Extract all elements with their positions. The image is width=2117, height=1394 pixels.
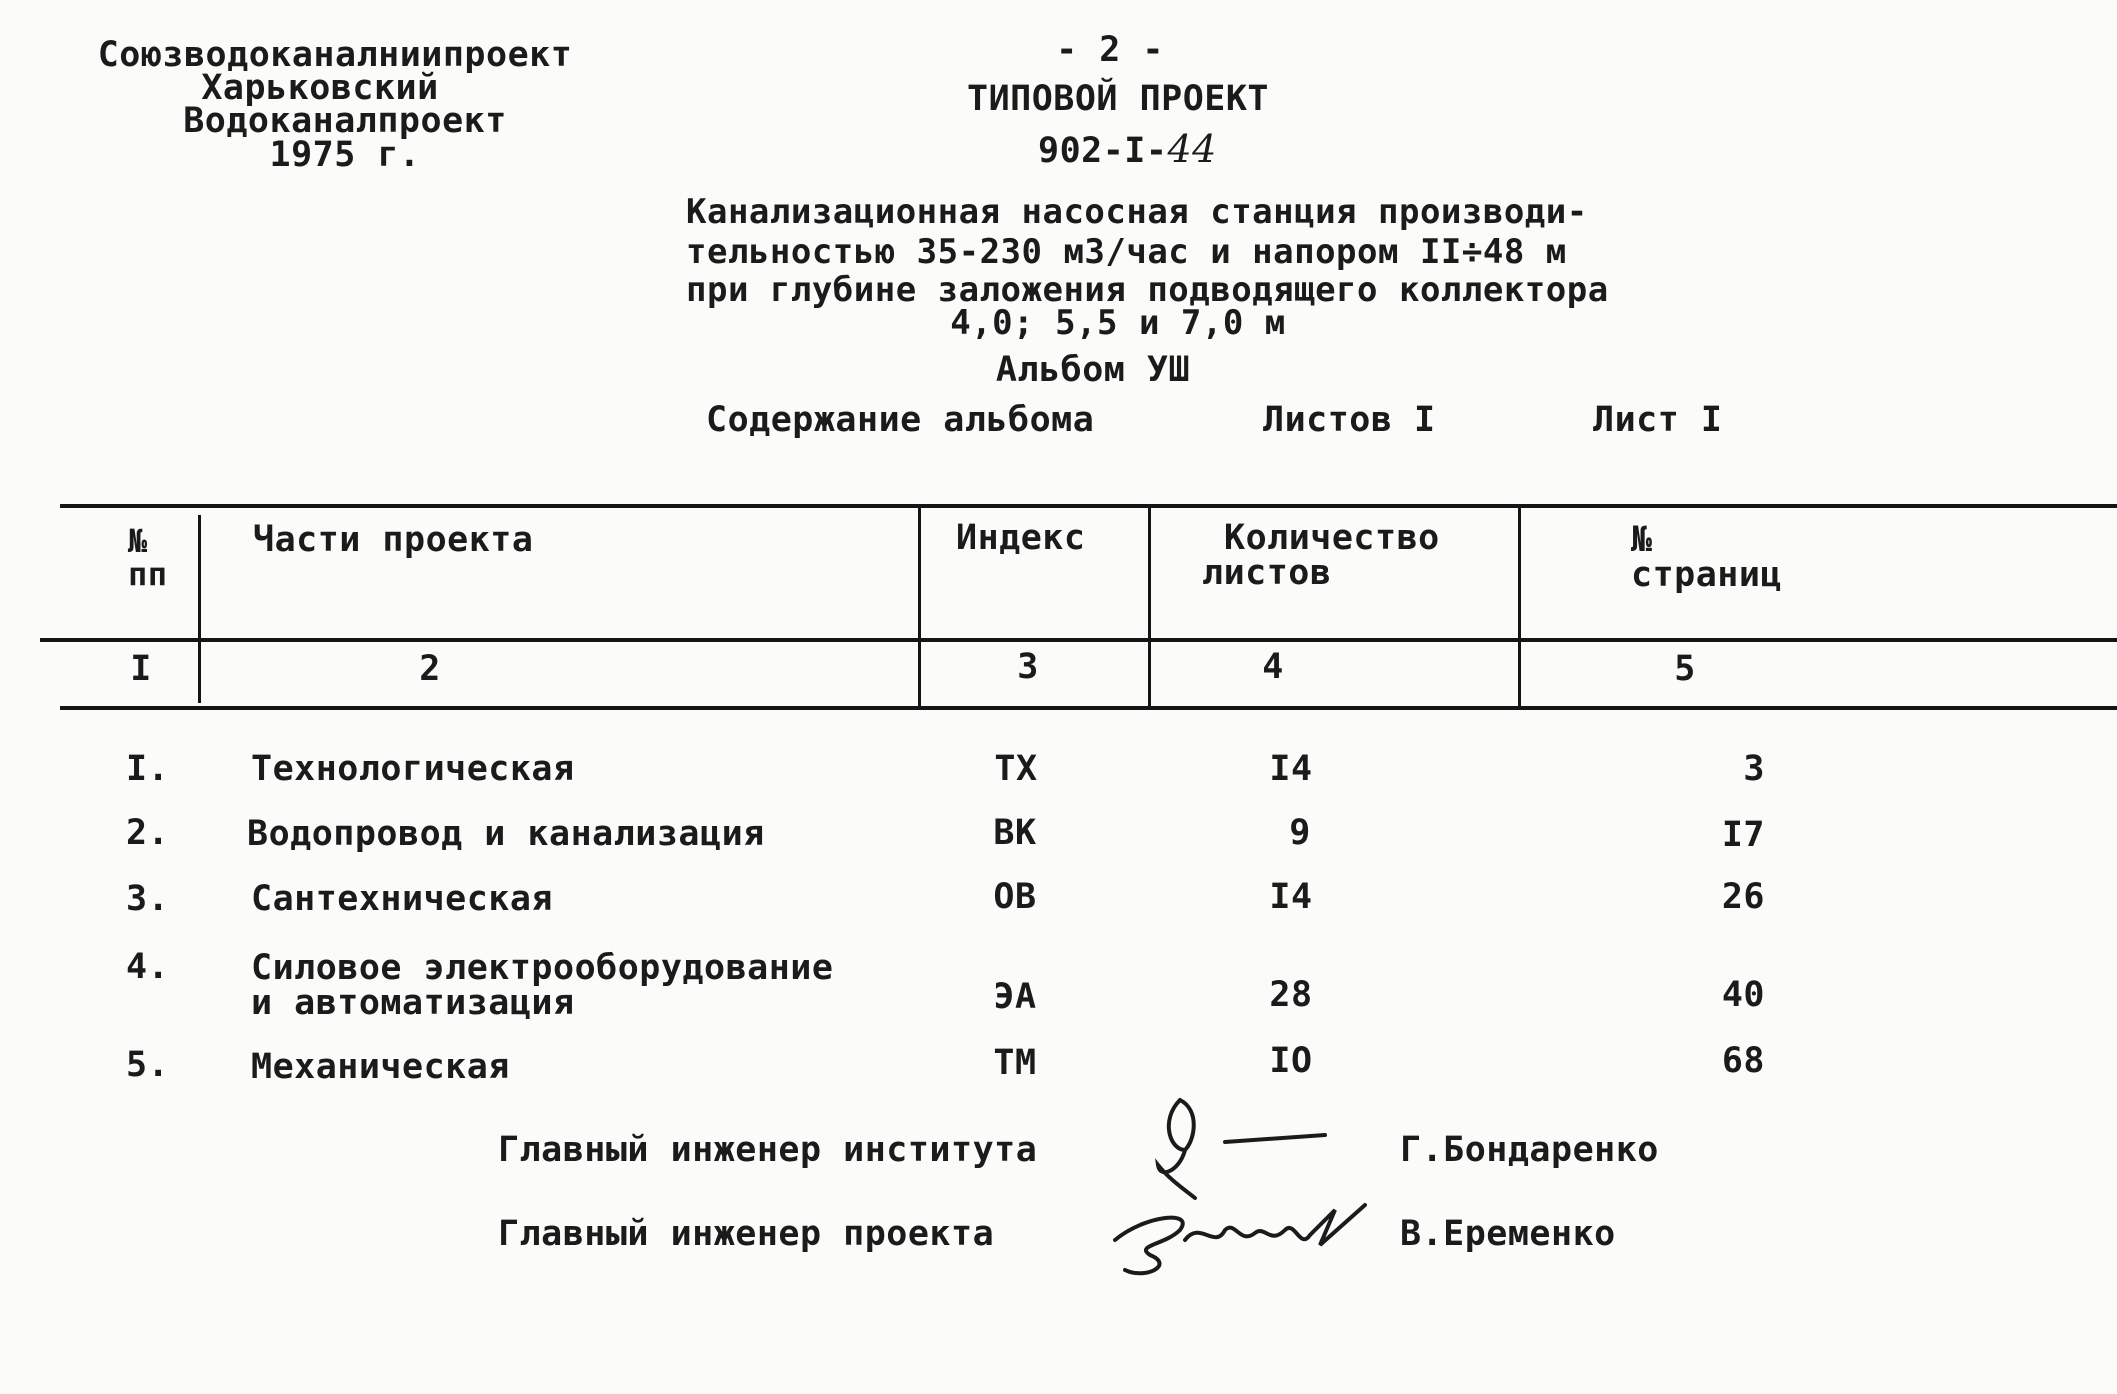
column-number-3: 3 (1017, 647, 1039, 687)
project-code (1038, 127, 1217, 171)
column-number-5: 5 (1674, 649, 1696, 689)
row-4-qty: 28 (1269, 975, 1313, 1015)
description-line-3: при глубине заложения подводящего коллектора (686, 270, 1609, 310)
chief-project-title: Главный инженер проекта (498, 1214, 995, 1254)
album-title: Альбом УШ (995, 350, 1191, 390)
description-line-2: тельностью 35-230 м3/час и напором II÷48 м (686, 232, 1567, 272)
column-number-1: I (130, 649, 152, 689)
table-column-divider-3 (1148, 506, 1151, 708)
row-2-index: ВК (993, 813, 1037, 853)
row-1-qty: I4 (1269, 749, 1313, 789)
column-number-2: 2 (419, 649, 441, 689)
organization-name: Союзводоканалниипроект (97, 35, 573, 75)
table-top-border (60, 504, 2117, 508)
row-5-part: Механическая (251, 1047, 510, 1087)
document-year: 1975 г. (269, 135, 421, 175)
organization-branch: Харьковский (201, 68, 439, 108)
row-4-part-line-1: Силовое электрооборудование (251, 948, 834, 988)
row-1-part: Технологическая (251, 749, 575, 789)
organization-department: Водоканалпроект (183, 101, 507, 141)
header-num-line-2: пп (128, 554, 168, 593)
row-3-num: 3. (126, 879, 170, 919)
row-5-num: 5. (126, 1045, 170, 1085)
table-column-divider-4 (1518, 506, 1521, 708)
header-page-number (1631, 520, 1783, 595)
header-page-line-1: № (1631, 520, 1653, 560)
row-1-page: 3 (1743, 749, 1765, 789)
row-3-index: ОВ (993, 877, 1037, 917)
header-index: Индекс (956, 518, 1086, 558)
row-4-page: 40 (1721, 975, 1765, 1015)
project-code-handwritten: 44 (1167, 127, 1217, 171)
signature-bondarenko (1140, 1080, 1340, 1210)
row-4-num: 4. (126, 947, 170, 987)
table-column-divider-2 (918, 506, 921, 708)
row-1-index: ТХ (994, 749, 1038, 789)
description-line-1: Канализационная насосная станция производи- (686, 192, 1588, 232)
header-qty-line-1: Количество (1224, 518, 1440, 558)
row-2-page: I7 (1721, 815, 1765, 855)
row-2-num: 2. (126, 813, 170, 853)
table-header-divider (40, 638, 2117, 642)
row-4-index: ЭА (993, 977, 1037, 1017)
row-5-qty: IO (1269, 1041, 1313, 1081)
project-code-printed: 902-I- (1038, 131, 1168, 171)
sheets-count: Листов I (1263, 400, 1436, 440)
header-qty-line-2: листов (1202, 553, 1332, 593)
header-num-line-1: № (128, 522, 148, 560)
column-number-4: 4 (1262, 647, 1284, 687)
row-1-num: I. (126, 749, 170, 789)
header-page-line-2: страниц (1631, 555, 1783, 595)
table-column-divider-1 (198, 515, 201, 703)
signature-eremenko (1105, 1195, 1385, 1295)
page-number: - 2 - (1056, 30, 1164, 70)
row-5-index: ТМ (993, 1043, 1037, 1083)
sheet-number: Лист I (1593, 400, 1723, 440)
row-2-qty: 9 (1289, 813, 1311, 853)
row-3-page: 26 (1721, 877, 1765, 917)
header-num (128, 522, 168, 593)
row-4-part-line-2: и автоматизация (251, 983, 575, 1023)
table-subheader-divider (60, 706, 2117, 710)
header-project-parts: Части проекта (253, 520, 534, 560)
row-5-page: 68 (1721, 1041, 1765, 1081)
project-type-title: ТИПОВОЙ ПРОЕКТ (966, 79, 1270, 119)
chief-project-name: В.Еременко (1400, 1214, 1616, 1254)
chief-institute-name: Г.Бондаренко (1400, 1130, 1659, 1170)
row-4-part (251, 948, 834, 1023)
contents-title: Содержание альбома (706, 400, 1095, 440)
chief-institute-title: Главный инженер института (498, 1130, 1038, 1170)
row-2-part: Водопровод и канализация (247, 814, 765, 854)
description-line-4: 4,0; 5,5 и 7,0 м (950, 303, 1286, 343)
header-sheet-quantity (1202, 518, 1440, 593)
row-3-part: Сантехническая (251, 879, 554, 919)
row-3-qty: I4 (1269, 877, 1313, 917)
